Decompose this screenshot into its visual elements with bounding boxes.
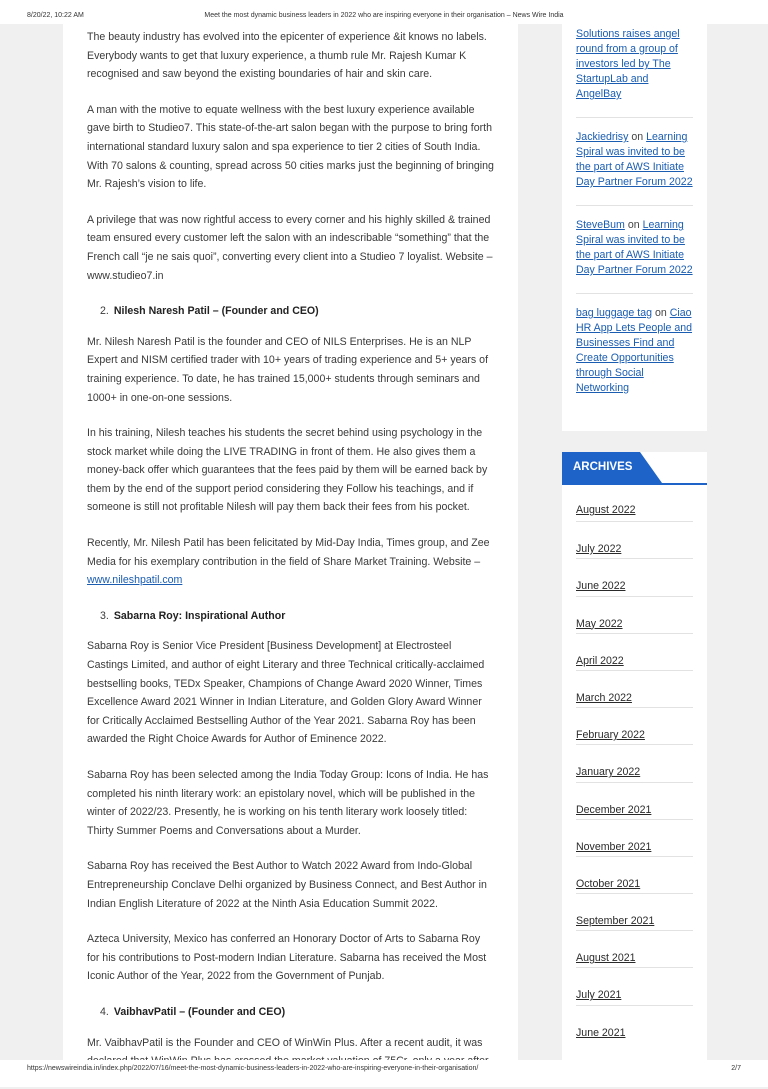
archive-link[interactable]: June 2021 <box>576 1026 626 1039</box>
archive-item <box>576 931 693 968</box>
comment-post-link[interactable]: Learning Spiral was invited to be the part of AWS Initiate Day Partner Forum 2022 <box>576 131 693 188</box>
archive-link[interactable]: May 2022 <box>576 617 623 630</box>
print-header <box>0 0 768 24</box>
archive-item <box>576 708 693 745</box>
article-paragraph: Mr. VaibhavPatil is the Founder and CEO of WinWin Plus. After a recent audit, it was <box>87 1036 483 1049</box>
article-paragraph: Azteca University, Mexico has conferred an Honorary Doctor of Arts to Sabarna Roy for his contributions to Post-modern Indian Literature. Sabarna has received the Most Iconic Author of the Year, 2022 from the Government of Punjab. <box>87 933 487 983</box>
archives-list <box>562 485 707 1042</box>
comment-author-link[interactable]: SteveBum <box>576 219 625 231</box>
archive-item <box>576 634 693 671</box>
article-paragraph: The beauty industry has evolved into the epicenter of experience &it knows no labels. Everybody wants to get that luxury experience, a thumb rule Mr. Rajesh Kumar K recognised and saw beyond the existing boundaries of hair and skin care. <box>87 31 487 81</box>
paragraph-text: Recently, Mr. Nilesh Patil has been felicitated by Mid-Day India, Times group, and Zee Media for his exemplary contribution in the field of Share Market Training. Website – <box>87 537 490 568</box>
print-footer <box>0 1060 768 1087</box>
recent-comments-widget <box>562 24 707 431</box>
archives-widget <box>562 452 707 1084</box>
article-paragraph: Sabarna Roy is Senior Vice President [Business Development] at Electrosteel Castings Limited, and author of eight Literary and three Technical critically-acclaimed bestselling books, TEDx Speaker, Champions of Change Award 2020 Winner, Times Excellence Award 2021 Winner in Indian Literature, and Golden Glory Award Winner for Critically Acclaimed Bestselling Author of the Year 2021. Sabarna Roy has been awarded the Right Choice Awards for Author of Eminence 2022. <box>87 640 485 746</box>
comment-item <box>576 294 693 411</box>
archive-link[interactable]: August 2021 <box>576 952 636 965</box>
website-link[interactable]: www.nileshpatil.com <box>87 574 183 587</box>
comment-item <box>576 206 693 294</box>
archive-item <box>576 968 693 1005</box>
comment-on-label: on <box>631 131 644 143</box>
comment-author-link[interactable]: Jackiedrisy <box>576 131 629 143</box>
comment-on-label: on <box>627 219 640 231</box>
archive-item <box>576 559 693 596</box>
article-paragraph: In his training, Nilesh teaches his students the secret behind using psychology in the stock market while doing the LIVE TRADING in front of them. He also gives them a money-back offer which guarantees that the fees paid by them will be earned back by them by the end of the support period considering they Follow his teachings, and if someone is still not profitable Nilesh will pay them back their fees from his pocket. <box>87 427 488 514</box>
page-number: 2/7 <box>731 1065 741 1072</box>
comment-post-link[interactable]: Ciao HR App Lets People and Businesses Find and Create Opportunities through Social Networking <box>576 307 693 394</box>
archive-item <box>576 857 693 894</box>
archive-link[interactable]: September 2021 <box>576 915 655 928</box>
print-url: https://newswireindia.in/index.php/2022/07/16/meet-the-most-dynamic-business-leaders-in-2022-who-are-inspiring-everyone-in-their-organisation/ <box>27 1065 479 1072</box>
comment-author-link[interactable]: bag luggage tag <box>576 307 652 319</box>
archive-item <box>576 894 693 931</box>
archive-item <box>576 522 693 559</box>
article-body <box>63 24 518 1089</box>
print-date: 8/20/22, 10:22 AM <box>27 12 84 19</box>
archive-item <box>576 783 693 820</box>
section-title: VaibhavPatil – (Founder and CEO) <box>113 1005 286 1018</box>
sidebar <box>541 24 743 1060</box>
comment-item <box>576 24 693 118</box>
section-heading <box>87 1003 494 1022</box>
section-title: Sabarna Roy: Inspirational Author <box>113 609 286 622</box>
archive-link[interactable]: March 2022 <box>576 691 632 704</box>
comment-item <box>576 118 693 206</box>
archives-title: ARCHIVES <box>573 461 633 473</box>
archive-item <box>576 1006 693 1042</box>
main-content <box>63 24 518 1060</box>
archive-link[interactable]: October 2021 <box>576 877 641 890</box>
section-number: 4. <box>100 1005 109 1018</box>
article-paragraph: Sabarna Roy has been selected among the India Today Group: Icons of India. He has completed his ninth literary work: an epistolary novel, which will be published in the winter of 2022/23. Presently, he is working on his tenth literary work loosely titled: Thirty Summer Poems and Conversations about a Murder. <box>87 769 489 837</box>
section-heading <box>87 302 494 321</box>
section-number: 2. <box>100 305 109 318</box>
archive-link[interactable]: July 2022 <box>576 543 622 556</box>
comment-post-link[interactable]: Solutions raises angel round from a group of investors led by The StartupLab and AngelBay <box>576 28 680 100</box>
archive-link[interactable]: February 2022 <box>576 729 645 742</box>
archive-item <box>576 597 693 634</box>
section-number: 3. <box>100 609 109 622</box>
section-title: Nilesh Naresh Patil – (Founder and CEO) <box>113 305 319 318</box>
archive-item <box>576 671 693 708</box>
archive-item <box>576 485 693 522</box>
archive-link[interactable]: April 2022 <box>576 654 624 667</box>
archive-link[interactable]: July 2021 <box>576 989 622 1002</box>
article-paragraph: Sabarna Roy has received the Best Author to Watch 2022 Award from Indo-Global Entrepreneurship Conclave Delhi organized by Business Connect, and Best Author in Indian English Literature of 2022 at the Ninth Asia Education Summit 2022. <box>87 860 487 910</box>
article-paragraph <box>87 534 494 590</box>
archive-item <box>576 820 693 857</box>
article-paragraph: Mr. Nilesh Naresh Patil is the founder and CEO of NILS Enterprises. He is an NLP Expert and NISM certified trader with 10+ years of trading experience and 5+ years of training experience. To date, he has trained 15,000+ students through seminars and 1000+ in one-on-one sessions. <box>87 335 489 404</box>
article-paragraph: A man with the motive to equate wellness with the best luxury experience available gave birth to Studieo7. This state-of-the-art salon began with the purpose to bring forth international standard luxury salon and spa experience to tier 2 cities of South India. With 70 salons & counting, spread across 50 cities marks just the beginning of bringing Mr. Rajesh’s vision to life. <box>87 103 494 191</box>
archive-item <box>576 745 693 782</box>
comment-on-label: on <box>654 307 667 319</box>
archive-link[interactable]: August 2022 <box>576 504 636 516</box>
comment-post-link[interactable]: Learning Spiral was invited to be the part of AWS Initiate Day Partner Forum 2022 <box>576 219 693 276</box>
archives-header <box>562 452 707 485</box>
print-title: Meet the most dynamic business leaders in 2022 who are inspiring everyone in their organisation – News Wire India <box>204 12 564 19</box>
archive-link[interactable]: June 2022 <box>576 580 626 593</box>
archive-link[interactable]: January 2022 <box>576 766 641 779</box>
article-paragraph: A privilege that was now rightful access to every corner and his highly skilled & trained team ensured every customer left the salon with an indescribable “something” that the French call “je ne sais quoi”, converting every client into a Studieo 7 loyalist. Website – www.studieo7.in <box>87 213 493 282</box>
archive-link[interactable]: November 2021 <box>576 840 652 853</box>
section-heading <box>87 607 494 626</box>
archive-link[interactable]: December 2021 <box>576 803 652 816</box>
